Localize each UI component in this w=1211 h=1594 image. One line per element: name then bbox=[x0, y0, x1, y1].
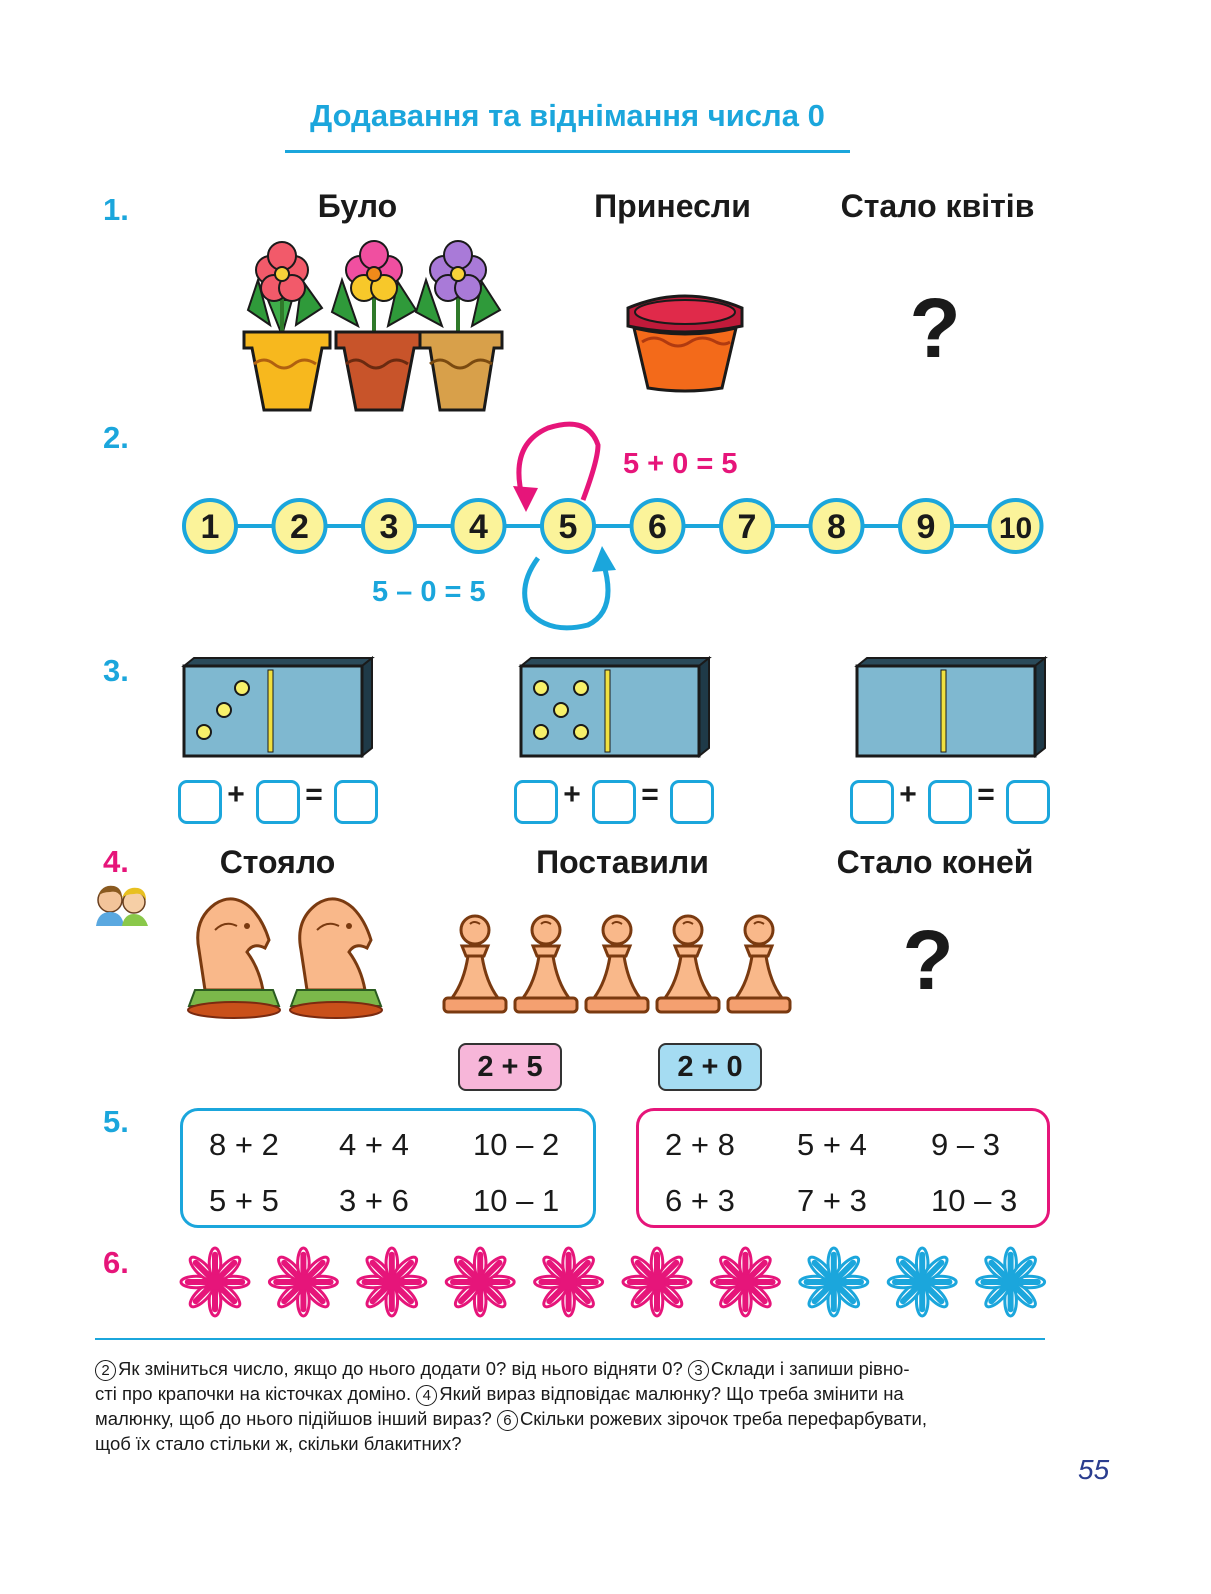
expression-cell: 10 – 3 bbox=[931, 1183, 1018, 1218]
expression-option-blue[interactable]: 2 + 0 bbox=[658, 1043, 762, 1091]
note-line-3 bbox=[95, 1406, 1055, 1431]
footer-divider bbox=[95, 1338, 1045, 1340]
answer-box[interactable] bbox=[1006, 780, 1050, 824]
domino-dot bbox=[554, 703, 568, 717]
answer-box[interactable] bbox=[514, 780, 558, 824]
minus-zero-arrow-head bbox=[592, 546, 616, 572]
domino-dot bbox=[217, 703, 231, 717]
expression-cell: 5 + 5 bbox=[209, 1183, 279, 1218]
blue-star bbox=[800, 1248, 868, 1316]
expression-cell: 9 – 3 bbox=[931, 1127, 1000, 1162]
plus-zero-arrow-head bbox=[513, 486, 538, 512]
knight-piece bbox=[188, 899, 280, 1018]
exercise-3-number: 3. bbox=[103, 653, 129, 688]
domino-3 bbox=[853, 656, 1048, 758]
header-result-flowers: Стало квітів bbox=[840, 188, 1035, 224]
answer-box[interactable] bbox=[334, 780, 378, 824]
expression-cell: 8 + 2 bbox=[209, 1127, 279, 1162]
number-line-label: 1 bbox=[200, 508, 220, 546]
domino-dot bbox=[197, 725, 211, 739]
plus-sign: + bbox=[563, 778, 581, 811]
equals-sign: = bbox=[305, 778, 323, 811]
pink-star bbox=[269, 1248, 337, 1316]
expression-cell: 7 + 3 bbox=[797, 1183, 867, 1218]
answer-box[interactable] bbox=[178, 780, 222, 824]
note-line-4 bbox=[95, 1431, 1055, 1456]
empty-pot-illustration bbox=[620, 290, 750, 395]
knight-piece bbox=[290, 899, 382, 1018]
equals-sign: = bbox=[641, 778, 659, 811]
answer-box[interactable] bbox=[256, 780, 300, 824]
question-mark-horses: ? bbox=[902, 913, 954, 1007]
note-number: 6 bbox=[497, 1410, 518, 1431]
answer-box[interactable] bbox=[670, 780, 714, 824]
domino-2 bbox=[517, 656, 712, 758]
expression-cell: 5 + 4 bbox=[797, 1127, 867, 1162]
note-text: щоб їх стало стільки ж, скільки блакитних? bbox=[95, 1433, 462, 1454]
chess-pawns-illustration bbox=[440, 912, 800, 1022]
note-number: 3 bbox=[688, 1360, 709, 1381]
note-number: 4 bbox=[416, 1385, 437, 1406]
pink-star bbox=[623, 1248, 691, 1316]
blue-star bbox=[977, 1248, 1045, 1316]
note-text: Склади і запиши рівно- bbox=[710, 1358, 910, 1379]
expression-cell: 4 + 4 bbox=[339, 1127, 409, 1162]
exercise-6-number: 6. bbox=[103, 1245, 129, 1280]
number-line-label: 4 bbox=[469, 508, 488, 546]
exercise-1-number: 1. bbox=[103, 192, 129, 227]
plus-sign: + bbox=[227, 778, 245, 811]
page-number: 55 bbox=[1078, 1454, 1110, 1485]
header-brought: Принесли bbox=[594, 188, 751, 224]
answer-row-2 bbox=[514, 780, 714, 824]
stars-row bbox=[178, 1244, 1053, 1320]
domino-dot bbox=[534, 681, 548, 695]
minus-zero-equation: 5 – 0 = 5 bbox=[372, 576, 486, 608]
flower-pot-yellow bbox=[244, 242, 330, 410]
note-text: сті про крапочки на кісточках доміно. bbox=[95, 1383, 412, 1404]
number-line-label: 5 bbox=[558, 508, 578, 546]
header-placed: Поставили bbox=[536, 844, 709, 880]
expression-panel-pink bbox=[636, 1108, 1050, 1228]
pink-star bbox=[535, 1248, 603, 1316]
expression-cell: 3 + 6 bbox=[339, 1183, 409, 1218]
answer-box[interactable] bbox=[592, 780, 636, 824]
chess-knights-illustration bbox=[185, 890, 385, 1025]
expression-cell: 2 + 8 bbox=[665, 1127, 735, 1162]
flower-pot-brown bbox=[332, 241, 422, 410]
pawn-piece bbox=[444, 916, 506, 1012]
teacher-notes bbox=[95, 1356, 1055, 1456]
flower-pots-illustration bbox=[230, 240, 520, 415]
title-underline bbox=[285, 150, 850, 153]
expression-cell: 6 + 3 bbox=[665, 1183, 735, 1218]
pink-star bbox=[181, 1248, 249, 1316]
flower-pot-tan bbox=[416, 241, 502, 410]
number-line-label: 6 bbox=[648, 508, 667, 546]
plus-zero-equation: 5 + 0 = 5 bbox=[623, 448, 738, 480]
note-line-2 bbox=[95, 1381, 1055, 1406]
domino-dot bbox=[574, 681, 588, 695]
expression-cell: 10 – 1 bbox=[473, 1183, 560, 1218]
plus-sign: + bbox=[899, 778, 917, 811]
question-mark-flowers: ? bbox=[909, 281, 961, 375]
note-text: Як зміниться число, якщо до нього додати 0? від нього відняти 0? bbox=[118, 1358, 683, 1379]
number-line-label: 8 bbox=[827, 508, 846, 546]
exercise-4-number: 4. bbox=[103, 844, 129, 879]
pawn-piece bbox=[586, 916, 648, 1012]
answer-box[interactable] bbox=[928, 780, 972, 824]
domino-dot bbox=[235, 681, 249, 695]
header-stood: Стояло bbox=[219, 844, 336, 880]
number-line-label: 10 bbox=[998, 512, 1033, 545]
number-line-label: 2 bbox=[290, 508, 309, 546]
expression-cell: 10 – 2 bbox=[473, 1127, 560, 1162]
pink-star bbox=[358, 1248, 426, 1316]
number-line-label: 7 bbox=[737, 508, 757, 546]
exercise-5-number: 5. bbox=[103, 1104, 129, 1139]
domino-dot bbox=[534, 725, 548, 739]
note-text: Який вираз відповідає малюнку? Що треба змінити на bbox=[439, 1383, 904, 1404]
pawn-piece bbox=[515, 916, 577, 1012]
header-result-horses: Стало коней bbox=[836, 844, 1034, 880]
answer-row-3 bbox=[850, 780, 1050, 824]
domino-dot bbox=[574, 725, 588, 739]
equals-sign: = bbox=[977, 778, 995, 811]
expression-panel-blue bbox=[180, 1108, 596, 1228]
note-text: Скільки рожевих зірочок треба перефарбувати, bbox=[519, 1408, 928, 1429]
number-line-label: 3 bbox=[379, 508, 399, 546]
expression-option-pink[interactable]: 2 + 5 bbox=[458, 1043, 562, 1091]
note-text: малюнку, щоб до нього підійшов інший вираз? bbox=[95, 1408, 492, 1429]
answer-row-1 bbox=[178, 780, 378, 824]
exercise-2-number: 2. bbox=[103, 420, 129, 455]
answer-box[interactable] bbox=[850, 780, 894, 824]
pawn-piece bbox=[657, 916, 719, 1012]
page-title: Додавання та віднімання числа 0 bbox=[310, 98, 825, 133]
number-line bbox=[178, 420, 1048, 640]
number-line-label: 9 bbox=[916, 508, 936, 546]
note-number: 2 bbox=[95, 1360, 116, 1381]
note-line-1 bbox=[95, 1356, 1055, 1381]
pawn-piece bbox=[728, 916, 790, 1012]
pink-star bbox=[446, 1248, 514, 1316]
blue-star bbox=[888, 1248, 956, 1316]
header-was: Було bbox=[317, 188, 398, 224]
pink-star bbox=[711, 1248, 779, 1316]
pair-work-icon bbox=[92, 880, 152, 928]
domino-1 bbox=[180, 656, 375, 758]
